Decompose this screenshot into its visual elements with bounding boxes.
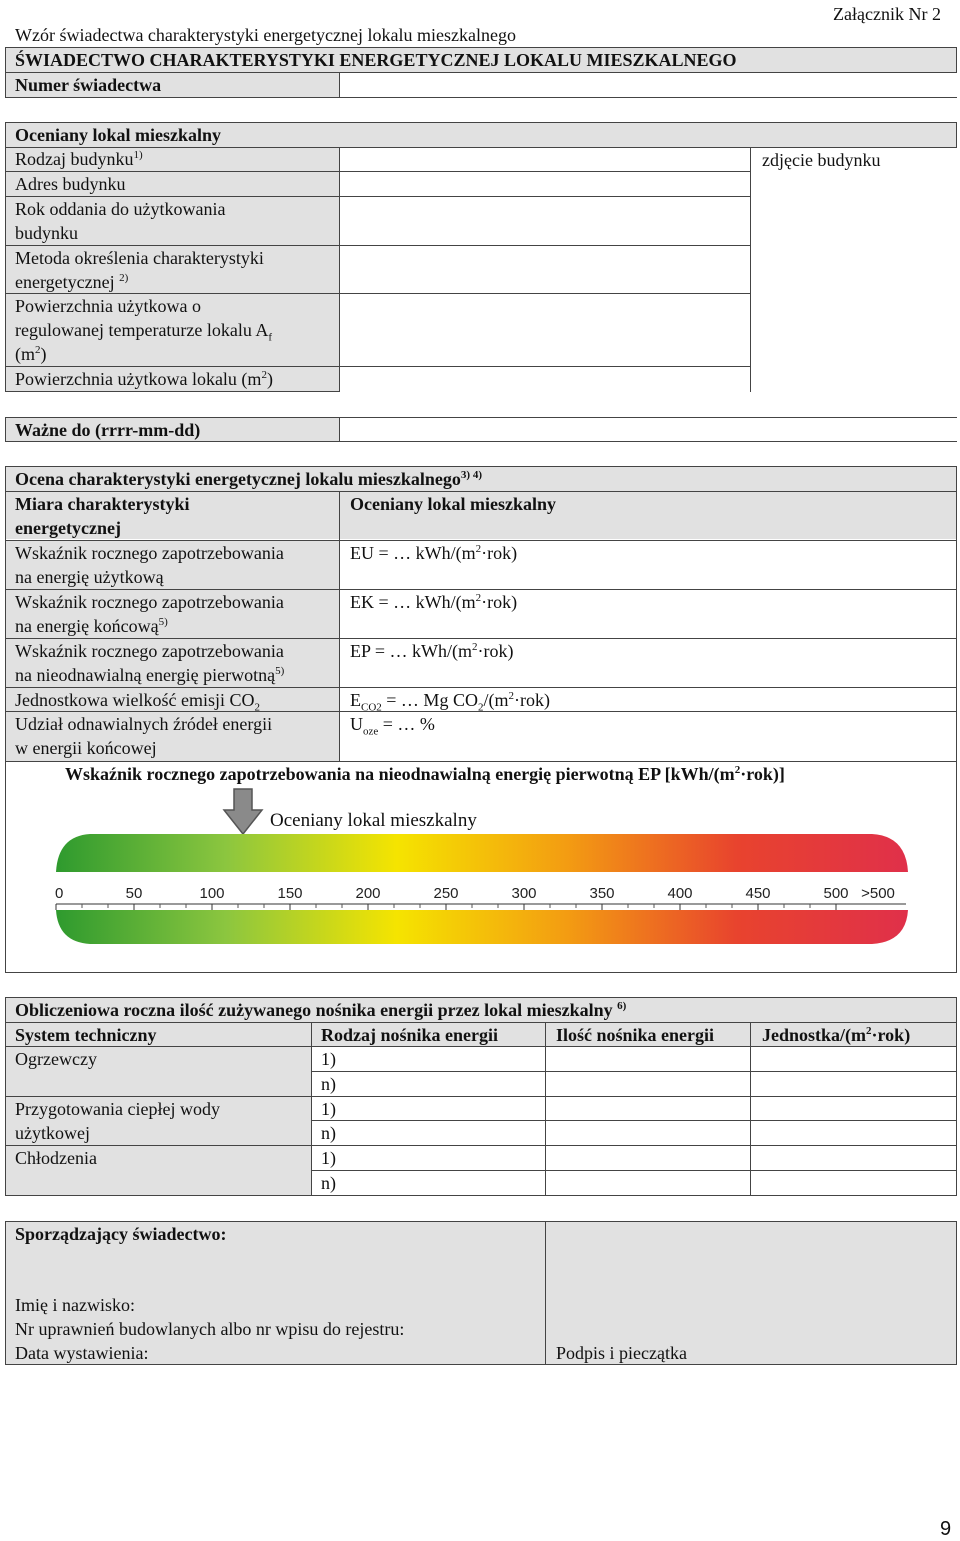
building-photo-placeholder: zdjęcie budynku <box>762 150 881 170</box>
scale-tick-label: >500 <box>861 885 895 902</box>
scale-tick-label: 250 <box>433 885 459 902</box>
col-unit: Jednostka/$(m^2\cdot rok)$ <box>762 1025 911 1045</box>
cooling-row-1: 1) <box>321 1148 336 1168</box>
system-hot-water-1: Przygotowania ciepłej wody <box>15 1099 220 1119</box>
measure-header-2: energetycznej <box>15 518 121 538</box>
gradient-bar-top <box>56 834 908 872</box>
scale-tick-label: 300 <box>511 885 537 902</box>
ek-value: EK = … kWh/$(m^2\cdot rok)$ <box>350 592 518 612</box>
hot-water-row-n: n) <box>321 1123 336 1143</box>
area-label-2: regulowanej temperaturze lokalu $A_f$ <box>15 320 273 344</box>
ep-label-2: na nieodnawialną energię pierwotną$^{5)}$ <box>15 665 285 685</box>
system-hot-water-2: użytkowej <box>15 1123 90 1143</box>
certificate-number-field[interactable] <box>339 73 957 97</box>
page-number: 9 <box>940 1518 952 1540</box>
scale-tick-label: 150 <box>277 885 303 902</box>
hot-water-row-1: 1) <box>321 1099 336 1119</box>
scale-tick-label: 0 <box>55 885 64 902</box>
assessed-unit-heading: Oceniany lokal mieszkalny <box>15 125 222 145</box>
scale-tick-label: 400 <box>667 885 693 902</box>
heating-row-1: 1) <box>321 1049 336 1069</box>
scale-tick-label: 200 <box>355 885 381 902</box>
measure-header-1: Miara charakterystyki <box>15 494 190 514</box>
oze-label-1: Udział odnawialnych źródeł energii <box>15 714 273 734</box>
issue-date-label: Data wystawienia: <box>15 1343 149 1363</box>
ep-scale <box>50 830 912 950</box>
eu-label-1: Wskaźnik rocznego zapotrzebowania <box>15 543 284 563</box>
issuer-heading: Sporządzający świadectwo: <box>15 1224 227 1244</box>
col-system: System techniczny <box>15 1025 157 1045</box>
eu-value: EU = … kWh/$(m^2\cdot rok)$ <box>350 543 518 563</box>
rating-heading: Ocena charakterystyki energetycznej lokalu mieszkalnego$^{3) 4)}$ <box>15 469 482 489</box>
scale-tick-label: 100 <box>199 885 225 902</box>
area-label-1: Powierzchnia użytkowa o <box>15 296 201 316</box>
marker-arrow-icon <box>222 788 264 836</box>
scale-tick-label: 50 <box>125 885 143 902</box>
valid-until-label: Ważne do (rrrr-mm-dd) <box>15 420 201 440</box>
ep-value: EP = … kWh/$(m^2\cdot rok)$ <box>350 641 514 661</box>
document-subtitle: Wzór świadectwa charakterystyki energetycznej lokalu mieszkalnego <box>15 25 516 45</box>
heating-row-n: n) <box>321 1074 336 1094</box>
main-title: ŚWIADECTWO CHARAKTERYSTYKI ENERGETYCZNEJ LOKALU MIESZKALNEGO <box>15 50 737 70</box>
marker-label: Oceniany lokal mieszkalny <box>270 810 477 831</box>
col-carrier-type: Rodzaj nośnika energii <box>321 1025 499 1045</box>
scale-tick-label: 500 <box>823 885 849 902</box>
ek-label-2: na energię końcową$^{5)}$ <box>15 616 168 636</box>
cooling-row-n: n) <box>321 1173 336 1193</box>
usable-area-label: Powierzchnia użytkowa lokalu $(m^2)$ <box>15 369 273 389</box>
oze-label-2: w energii końcowej <box>15 738 157 758</box>
building-type-label: Rodzaj budynku$^{1)}$ <box>15 149 143 169</box>
signature-label: Podpis i pieczątka <box>556 1343 687 1363</box>
oze-value: $U_{oze}$ = … % <box>350 714 435 738</box>
ep-scale-title: Wskaźnik rocznego zapotrzebowania na nieodnawialną energię pierwotną EP $[kWh/(m^2\cdot rok)]$ <box>65 764 785 784</box>
carrier-heading: Obliczeniowa roczna ilość zużywanego nośnika energii przez lokal mieszkalny $^{6)}$ <box>15 1000 627 1020</box>
scale-tick-label: 450 <box>745 885 771 902</box>
co2-value: $E_{CO2}$ = … Mg $CO_2/(m^2\cdot rok)$ <box>350 690 550 714</box>
method-label-2: energetycznej $^{2)}$ <box>15 272 129 292</box>
year-label-2: budynku <box>15 223 78 243</box>
co2-label: Jednostkowa wielkość emisji $CO_2$ <box>15 690 260 714</box>
annex-label: Załącznik Nr 2 <box>833 4 941 24</box>
assessed-unit-column-header: Oceniany lokal mieszkalny <box>350 494 557 514</box>
scale-tick-label: 350 <box>589 885 615 902</box>
system-heating: Ogrzewczy <box>15 1049 97 1069</box>
certificate-number-label: Numer świadectwa <box>15 75 162 95</box>
eu-label-2: na energię użytkową <box>15 567 164 587</box>
col-carrier-amount: Ilość nośnika energii <box>556 1025 715 1045</box>
system-cooling: Chłodzenia <box>15 1148 97 1168</box>
valid-until-field[interactable] <box>339 418 957 441</box>
address-label: Adres budynku <box>15 174 126 194</box>
gradient-bar-bottom <box>56 910 908 944</box>
issuer-name-label: Imię i nazwisko: <box>15 1295 135 1315</box>
year-label-1: Rok oddania do użytkowania <box>15 199 226 219</box>
ek-label-1: Wskaźnik rocznego zapotrzebowania <box>15 592 284 612</box>
issuer-license-label: Nr uprawnień budowlanych albo nr wpisu do rejestru: <box>15 1319 405 1339</box>
area-label-3: $(m^2)$ <box>15 344 47 364</box>
ep-label-1: Wskaźnik rocznego zapotrzebowania <box>15 641 284 661</box>
method-label-1: Metoda określenia charakterystyki <box>15 248 264 268</box>
